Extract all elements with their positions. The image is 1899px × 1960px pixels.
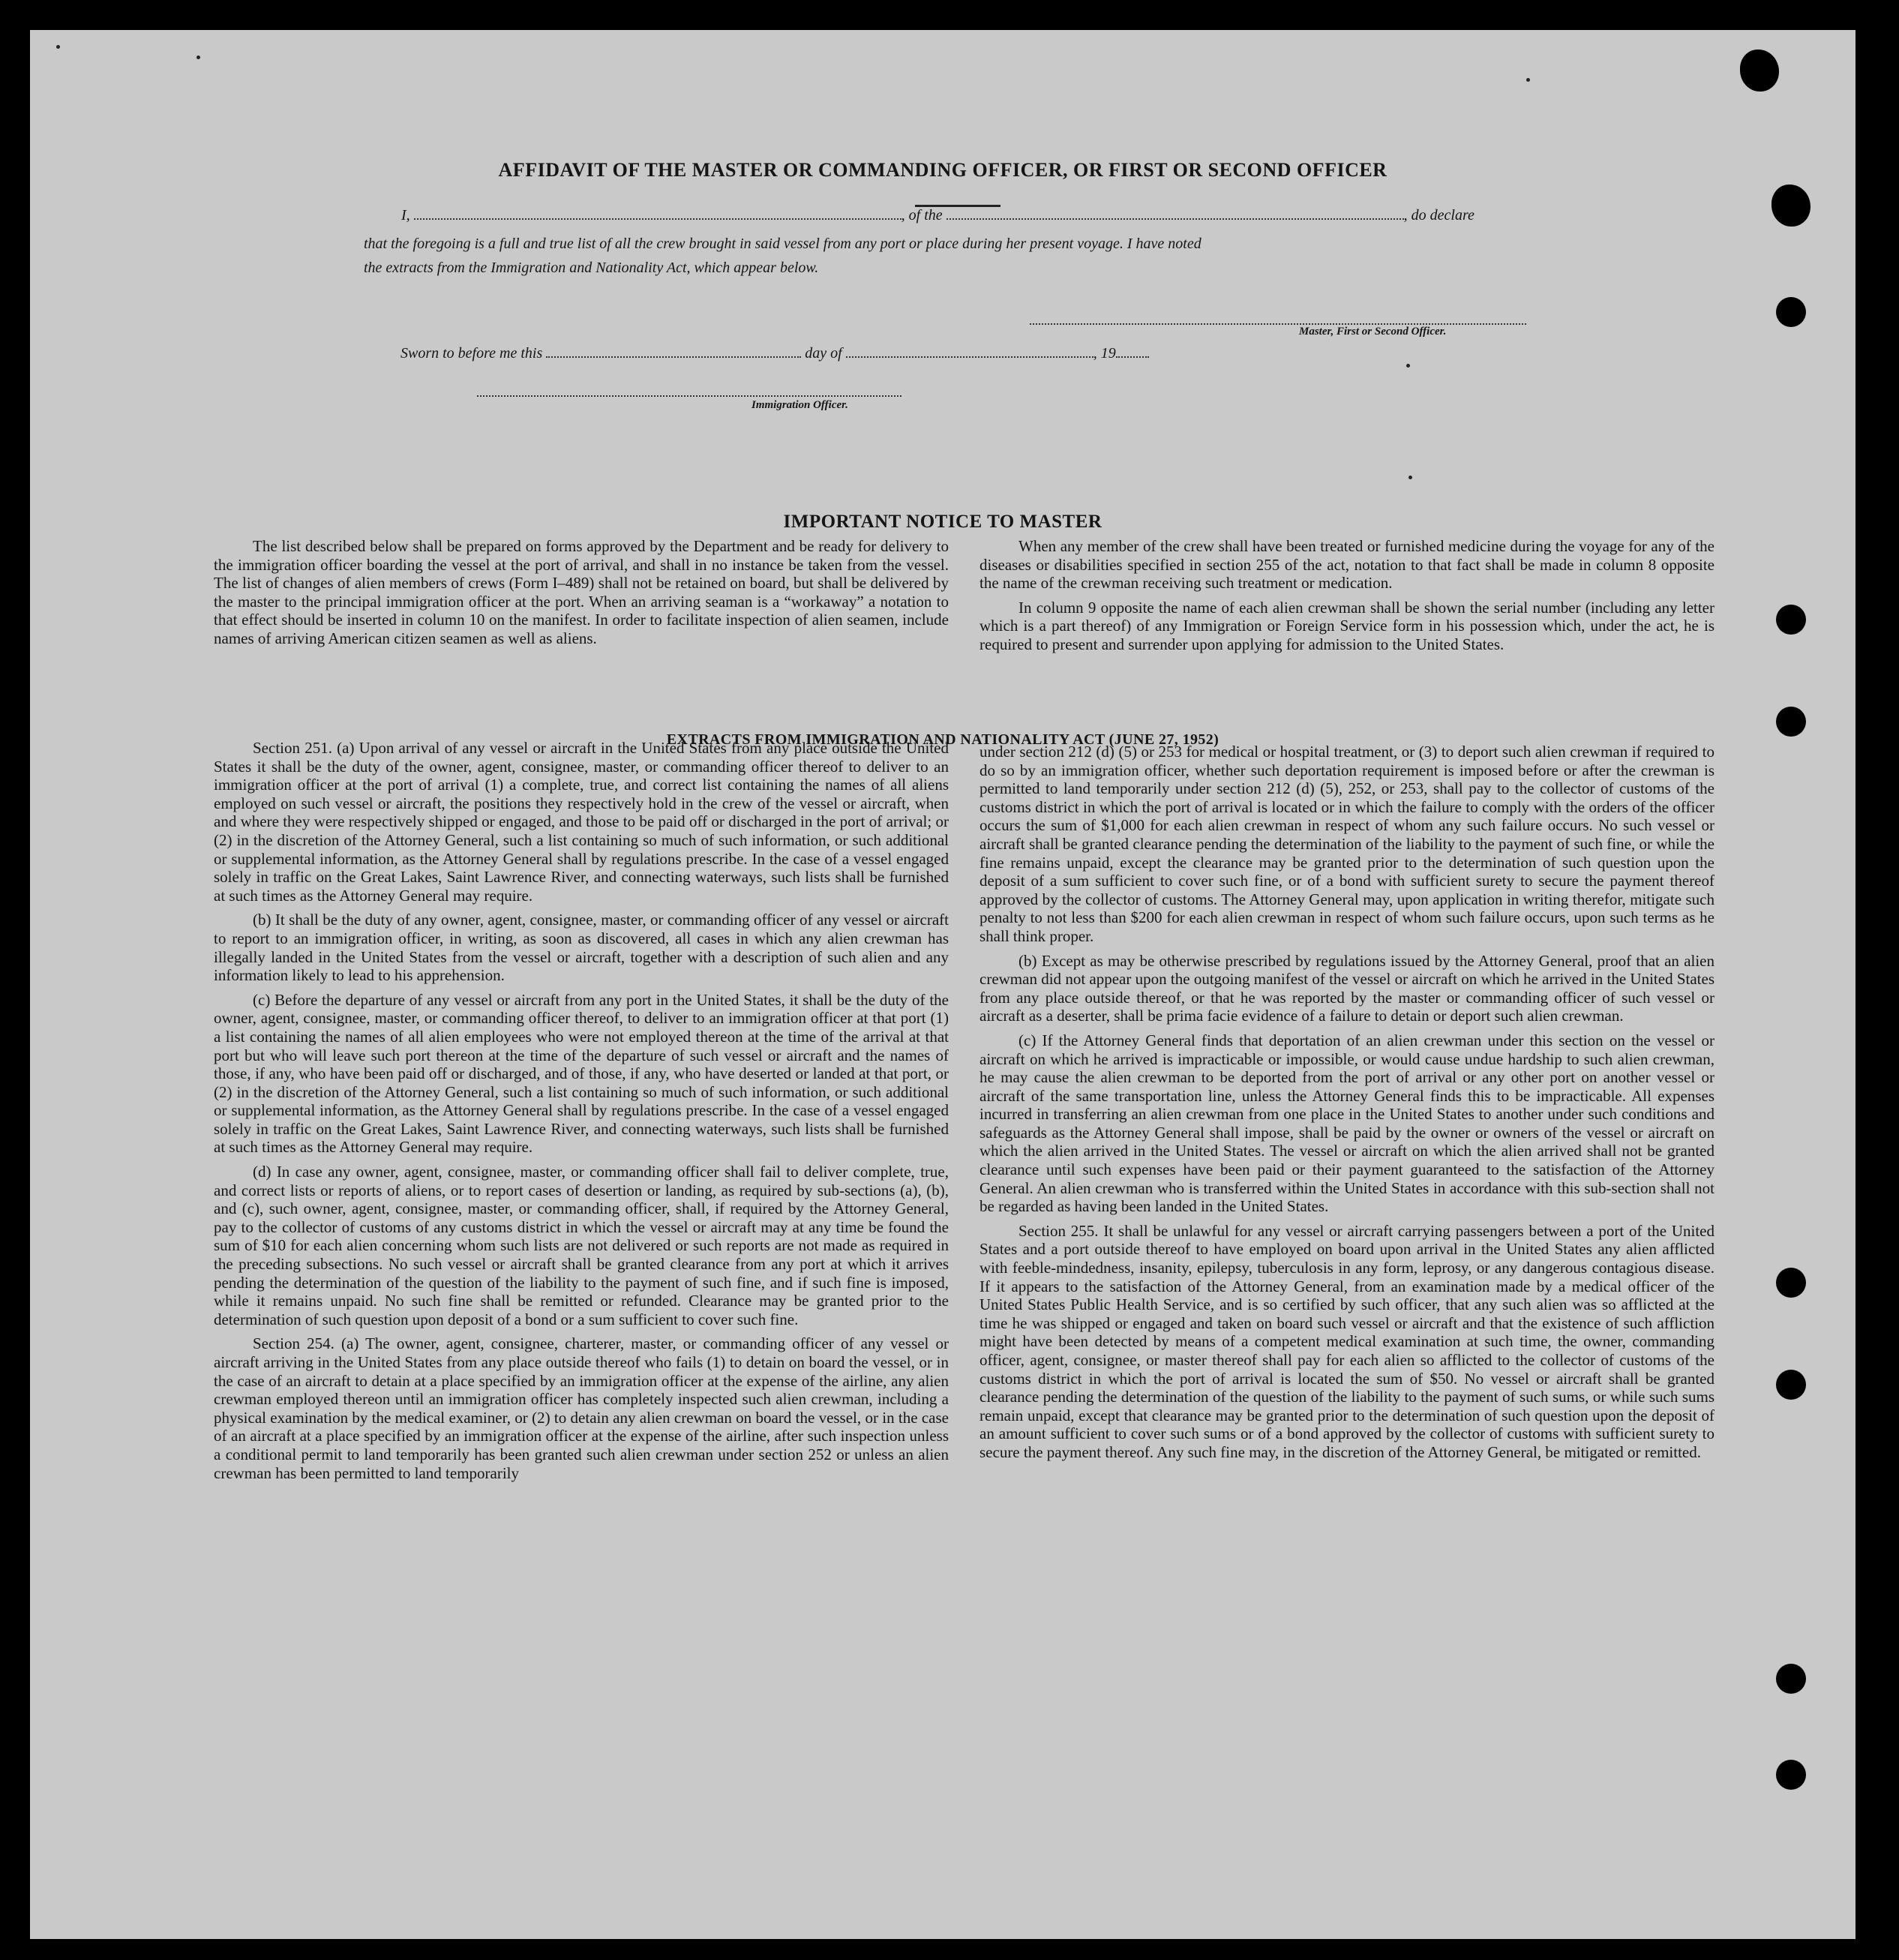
vessel-blank[interactable] bbox=[946, 218, 1404, 220]
affidavit-title: AFFIDAVIT OF THE MASTER OR COMMANDING OFFICER, OR FIRST OR SECOND OFFICER bbox=[498, 159, 1388, 181]
section-251b: (b) It shall be the duty of any owner, agent, consignee, master, or commanding officer of any vessel or aircraft to report to an immigration officer, in writing, as soon as discovered, all cases in which any alien crewman has illegally landed in the United States from the vessel or aircraft, together with a description of such alien and any information likely to lead to his apprehension. bbox=[214, 911, 949, 985]
section-254a: Section 254. (a) The owner, agent, consignee, charterer, master, or commanding officer of any vessel or aircraft arriving in the United States from any place outside thereof who fails (1) to detain on board the vessel, or in the case of an aircraft to detain at a place specified by an immigration officer at the expense of the airline, any alien crewman employed thereon until an immigration officer has completely inspected such alien crewman, including a physical examination by the medical examiner, or (2) to detain any alien crewman on board the vessel, or in the case of an aircraft at a place specified by an immigration officer at the expense of the airline, after such inspection unless a conditional permit to land temporarily has been granted such alien crewman under section 252 or unless an alien crewman has been permitted to land temporarily bbox=[214, 1334, 949, 1482]
notice-right-paragraph-2: In column 9 opposite the name of each alien crewman shall be shown the serial number (including any letter which is a part thereof) of any Immigration or Foreign Service form in his possession which, under the act, he is required to present and surrender upon applying for admission to the United States. bbox=[980, 598, 1714, 653]
officer-signature-line[interactable] bbox=[477, 395, 902, 397]
section-254a-continued: under section 212 (d) (5) or 253 for medical or hospital treatment, or (3) to deport such alien crewman if required to do so by an immigration officer, whether such deportation requirement is imposed before or after the crewman is permitted to land temporarily under section 212 (d) (5), 252, or 253, shall pay to the collector of customs of the customs district in which the port of arrival is located or in which the failure to comply with the orders of the officer occurs the sum of $1,000 for each alien crewman in respect of whom any such failure occurs. No such vessel or aircraft shall be granted clearance pending the determination of the liability to the payment of such fine, or while the fine remains unpaid, except the clearance may be granted prior to the determination of such question upon the deposit of a sum sufficient to cover such fine, or of a bond with sufficient surety to secure the payment thereof approved by the collector of customs. The Attorney General may, upon application in writing therefor, mitigate such penalty to not less than $200 for each alien crewman in respect of whom such failure occurs, upon such terms as he shall think proper. bbox=[980, 743, 1714, 945]
speck bbox=[1526, 78, 1530, 82]
binder-hole bbox=[1776, 1760, 1806, 1790]
declare-of-the: , of the bbox=[901, 207, 943, 224]
master-signature-label: Master, First or Second Officer. bbox=[1299, 326, 1447, 338]
statement-line-2: the extracts from the Immigration and Nationality Act, which appear below. bbox=[364, 260, 819, 276]
section-255: Section 255. It shall be unlawful for any vessel or aircraft carrying passengers between a port of the United States and a port outside thereof to have employed on board upon arrival in the United States any alien afflicted with feeble-mindedness, insanity, epilepsy, tuberculosis in any form, leprosy, or any dangerous contagious disease. If it appears to the satisfaction of the Attorney General, from an examination made by a medical officer of the United States Public Health Service, and is so certified by such officer, that any such alien was so afflicted at the time he was shipped or engaged and taken on board such vessel or aircraft and that the existence of such affliction might have been detected by means of a competent medical examination at such time, the owner, commanding officer, agent, consignee, or master thereof shall pay for each alien so afflicted to the collector of customs of the customs district in which the port of arrival is located the sum of $50. No vessel or aircraft shall be granted clearance pending the determination of the question of the liability to the payment of such sums, or while such sums remain unpaid, except that clearance may be granted prior to the determination of such question upon the deposit of an amount sufficient to cover such sums or of a bond approved by the collector of customs with sufficient surety to secure the payment thereof. Any such fine may, in the discretion of the Attorney General, be mitigated or remitted. bbox=[980, 1221, 1714, 1461]
speck bbox=[1406, 364, 1410, 368]
extracts-title: EXTRACTS FROM IMMIGRATION AND NATIONALITY ACT (JUNE 27, 1952) bbox=[666, 731, 1220, 748]
notice-right-column bbox=[980, 537, 1714, 660]
name-blank[interactable] bbox=[414, 218, 902, 220]
binder-hole bbox=[1740, 50, 1779, 92]
speck bbox=[1408, 476, 1412, 479]
notice-title: IMPORTANT NOTICE TO MASTER bbox=[783, 512, 1102, 532]
sworn-month-blank[interactable] bbox=[846, 356, 1094, 358]
extracts-right-column bbox=[980, 743, 1714, 1468]
declare-end: , do declare bbox=[1403, 207, 1474, 224]
sworn-prefix: Sworn to before me this bbox=[400, 345, 543, 362]
binder-hole bbox=[1776, 1664, 1806, 1694]
binder-hole bbox=[1776, 605, 1806, 635]
sworn-year-blank[interactable] bbox=[1116, 356, 1149, 358]
section-254b: (b) Except as may be otherwise prescribed by regulations issued by the Attorney General, proof that an alien crewman did not appear upon the outgoing manifest of the vessel or aircraft on which he arrived in the United States from any place outside thereof, or that he was reported by the master or commanding officer of such vessel or aircraft as a deserter, shall be prima facie evidence of a failure to detain or deport such alien crewman. bbox=[980, 951, 1714, 1025]
section-254c: (c) If the Attorney General finds that deportation of an alien crewman under this section on the vessel or aircraft on which he arrived is impracticable or impossible, or would cause undue hardship to such alien crewman, he may cause the alien crewman to be deported from the port of arrival or any other port on another vessel or aircraft of the same transportation line, unless the Attorney General finds this to be impracticable. All expenses incurred in transferring an alien crewman from one place in the United States to another under such conditions and safeguards as the Attorney General shall impose, shall be paid by the owner or owners of the vessel or aircraft on which the alien arrived in the United States. The vessel or aircraft on which the alien arrived shall not be granted clearance until such expenses have been paid or their payment guaranteed to the satisfaction of the Attorney General. An alien crewman who is transferred within the United States in accordance with this sub-section shall not be regarded as having been landed in the United States. bbox=[980, 1031, 1714, 1216]
sworn-year: , 19 bbox=[1093, 345, 1116, 362]
section-251d: (d) In case any owner, agent, consignee, master, or commanding officer shall fail to deliver complete, true, and correct lists or reports of aliens, or to report cases of desertion or landing, as required by sub-sections (a), (b), and (c), such owner, agent, consignee, master, or commanding officer, shall, if required by the Attorney General, pay to the collector of customs of any customs district in which the vessel or aircraft may at any time be found the sum of $10 for each alien concerning whom such lists are not delivered or such reports are not made as required in the preceding subsections. No such vessel or aircraft shall be granted clearance from any port at which it arrives pending the determination of the question of the liability to the payment of such fine, and if such fine is imposed, while it remains unpaid. No such fine shall be remitted or refunded. Clearance may be granted prior to the determination of such question upon deposit of a bond or a sum sufficient to cover such fine. bbox=[214, 1163, 949, 1328]
binder-hole bbox=[1776, 297, 1806, 327]
officer-signature-label: Immigration Officer. bbox=[752, 399, 848, 411]
binder-hole bbox=[1776, 1370, 1806, 1400]
section-251a: Section 251. (a) Upon arrival of any vessel or aircraft in the United States from any place outside the United States it shall be the duty of the owner, agent, consignee, master, or commanding officer thereof to deliver to an immigration officer at the port of arrival (1) a complete, true, and correct list containing the names of all aliens employed on such vessel or aircraft, the positions they respectively hold in the crew of the vessel or aircraft, when and where they were respectively shipped or engaged, and those to be paid off or discharged in the port of arrival; or (2) in the discretion of the Attorney General, such a list containing so much of such information, or such additional or supplemental information, as the Attorney General shall by regulations prescribe. In the case of a vessel engaged solely in traffic on the Great Lakes, Saint Lawrence River, and connecting waterways, such lists shall be furnished at such times as the Attorney General may require. bbox=[214, 739, 949, 905]
extracts-left-column bbox=[214, 739, 949, 1488]
section-251c: (c) Before the departure of any vessel or aircraft from any port in the United States, it shall be the duty of the owner, agent, consignee, master, or commanding officer thereof, to deliver to an immigration officer at that port (1) a list containing the names of all alien employees who were not employed thereon at the time of the arrival at that port but who will leave such port thereon at the time of the departure of such vessel or aircraft and the names of those, if any, who have been paid off or discharged, and of those, if any, who have deserted or landed at that port, or (2) in the discretion of the Attorney General, such a list containing so much of such information, or such additional or supplemental information, as the Attorney General shall by regulations prescribe. In the case of a vessel engaged solely in traffic on the Great Lakes, Saint Lawrence River, and connecting waterways, such lists shall be furnished at such times as the Attorney General may require. bbox=[214, 990, 949, 1157]
statement-line-1: that the foregoing is a full and true list of all the crew brought in said vessel from any port or place during her present voyage. I have noted bbox=[364, 236, 1202, 252]
speck bbox=[56, 45, 60, 49]
speck bbox=[196, 56, 200, 59]
notice-left-column bbox=[214, 537, 949, 654]
notice-left-paragraph: The list described below shall be prepared on forms approved by the Department and be ready for delivery to the immigration officer boarding the vessel at the port of arrival, and shall in no instance be taken from the vessel. The list of changes of alien members of crews (Form I–489) shall not be retained on board, but shall be delivered by the master to the principal immigration officer at the port. When an arriving seaman is a “workaway” a notation to that effect should be inserted in column 10 on the manifest. In order to facilitate inspection of alien seamen, include names of arriving American citizen seamen as well as aliens. bbox=[214, 537, 949, 647]
binder-hole bbox=[1772, 185, 1810, 227]
binder-hole bbox=[1776, 1268, 1806, 1298]
declaration-line bbox=[401, 207, 1474, 224]
sworn-day-blank[interactable] bbox=[546, 356, 801, 358]
sworn-line bbox=[400, 345, 1149, 362]
sworn-day-of: day of bbox=[805, 345, 842, 362]
notice-right-paragraph-1: When any member of the crew shall have been treated or furnished medicine during the voyage for any of the diseases or disabilities specified in section 255 of the act, notation to that fact shall be made in column 8 opposite the name of the crewman receiving such treatment or medication. bbox=[980, 537, 1714, 593]
master-signature-line[interactable] bbox=[1030, 323, 1526, 325]
document-page bbox=[30, 30, 1856, 1939]
declare-i: I, bbox=[401, 207, 410, 224]
